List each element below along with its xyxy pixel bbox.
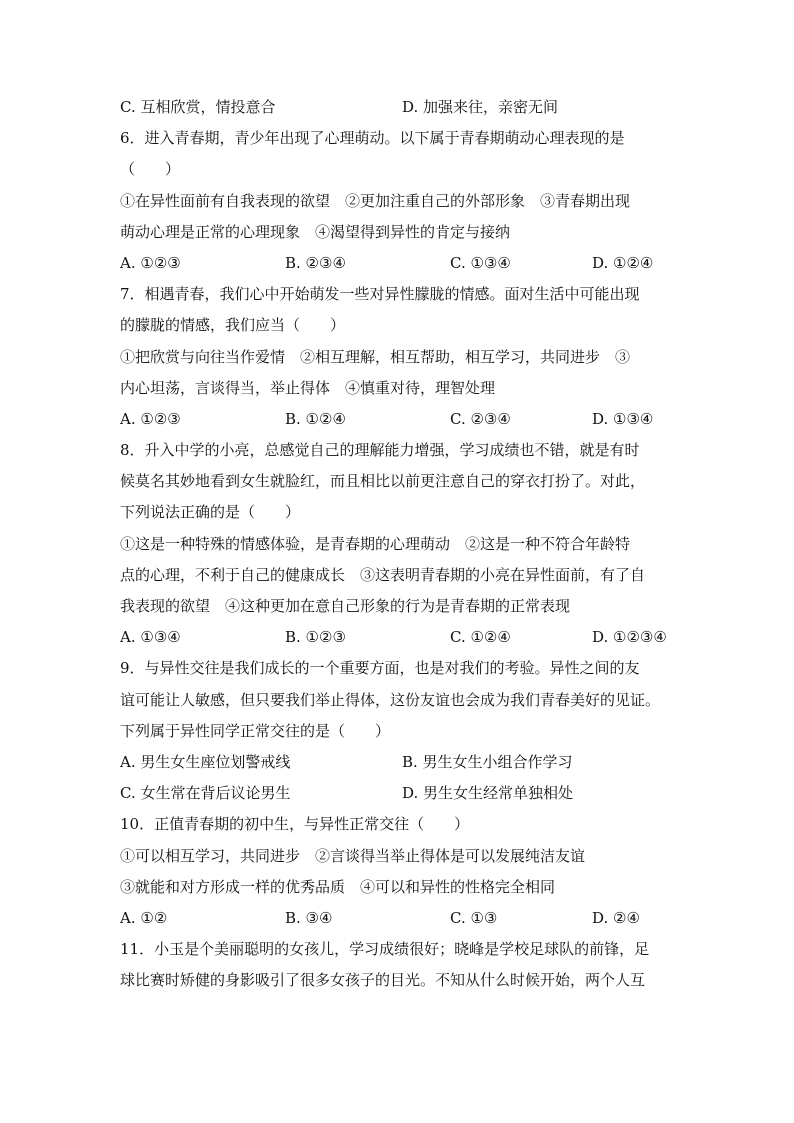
text-line: ③就能和对方形成一样的优秀品质 ④可以和异性的性格完全相同: [120, 877, 556, 896]
text-line: 内心坦荡，言谈得当，举止得体 ④慎重对待，理智处理: [120, 378, 496, 397]
answer-option: A. ①②③: [120, 409, 181, 428]
answer-option: D. 男生女生经常单独相处: [402, 784, 574, 803]
answer-option: A. ①②③: [120, 253, 181, 272]
answer-option: D. 加强来往，亲密无间: [402, 98, 559, 116]
answer-option: C. ①③④: [450, 253, 511, 272]
answer-option: B. ②③④: [285, 253, 346, 272]
text-line: 9．与异性交往是我们成长的一个重要方面，也是对我们的考验。异性之间的友: [120, 659, 640, 678]
text-line: ①在异性面前有自我表现的欲望 ②更加注重自己的外部形象 ③青春期出现: [120, 191, 631, 210]
text-line: 点的心理，不利于自己的健康成长 ③这表明青春期的小亮在异性面前，有了自: [120, 565, 646, 584]
text-line: ①可以相互学习，共同进步 ②言谈得当举止得体是可以发展纯洁友谊: [120, 846, 586, 865]
text-line: 下列属于异性同学正常交往的是（ ）: [120, 721, 391, 740]
answer-option: C. ①③: [450, 908, 498, 927]
answer-option: D. ①②④: [592, 253, 654, 272]
answer-option: A. ①②: [120, 908, 168, 927]
answer-option: A. ①③④: [120, 628, 181, 647]
document-body: [120, 92, 685, 996]
answer-option: A. 男生女生座位划警戒线: [120, 752, 291, 771]
text-line: ①把欣赏与向往当作爱情 ②相互理解，相互帮助，相互学习，共同进步 ③: [120, 347, 631, 366]
answer-option: B. ③④: [285, 908, 333, 927]
answer-options: [120, 622, 685, 653]
text-line: 候莫名其妙地看到女生就脸红，而且相比以前更注意自己的穿衣打扮了。对此，: [120, 472, 646, 491]
answer-option: D. ①②③④: [592, 628, 667, 647]
text-line: 11．小玉是个美丽聪明的女孩儿，学习成绩很好；晓峰是学校足球队的前锋，足: [120, 940, 650, 959]
text-line: 球比赛时矫健的身影吸引了很多女孩子的目光。不知从什么时候开始，两个人互: [120, 971, 646, 990]
answer-options: [120, 404, 685, 435]
answer-option: C. 女生常在背后议论男生: [120, 784, 291, 803]
text-line: 7．相遇青春，我们心中开始萌发一些对异性朦胧的情感。面对生活中可能出现: [120, 285, 640, 304]
answer-options: [120, 92, 685, 123]
text-line: （ ）: [120, 160, 181, 179]
answer-option: C. 互相欣赏，情投意合: [120, 98, 276, 116]
answer-options: [120, 903, 685, 934]
answer-options: [120, 248, 685, 279]
text-line: 10．正值青春期的初中生，与异性正常交往（ ）: [120, 815, 470, 834]
text-line: 下列说法正确的是（ ）: [120, 503, 301, 522]
answer-options: [120, 747, 685, 778]
text-line: 8．升入中学的小亮，总感觉自己的理解能力增强，学习成绩也不错，就是有时: [120, 441, 640, 460]
answer-option: B. ①②③: [285, 628, 346, 647]
text-line: ①这是一种特殊的情感体验，是青春期的心理萌动 ②这是一种不符合年龄特: [120, 534, 631, 553]
answer-option: D. ②④: [592, 908, 640, 927]
text-line: 的朦胧的情感，我们应当（ ）: [120, 316, 346, 335]
answer-options: [120, 778, 685, 809]
answer-option: D. ①③④: [592, 409, 654, 428]
text-line: 萌动心理是正常的心理现象 ④渴望得到异性的肯定与接纳: [120, 222, 511, 241]
answer-option: B. ①②④: [285, 409, 346, 428]
text-line: 我表现的欲望 ④这种更加在意自己形象的行为是青春期的正常表现: [120, 597, 571, 615]
text-line: 谊可能让人敏感，但只要我们举止得体，这份友谊也会成为我们青春美好的见证。: [120, 690, 661, 709]
text-line: 6．进入青春期，青少年出现了心理萌动。以下属于青春期萌动心理表现的是: [120, 129, 625, 148]
answer-option: C. ①②④: [450, 628, 511, 647]
answer-option: C. ②③④: [450, 409, 511, 428]
answer-option: B. 男生女生小组合作学习: [402, 752, 573, 771]
